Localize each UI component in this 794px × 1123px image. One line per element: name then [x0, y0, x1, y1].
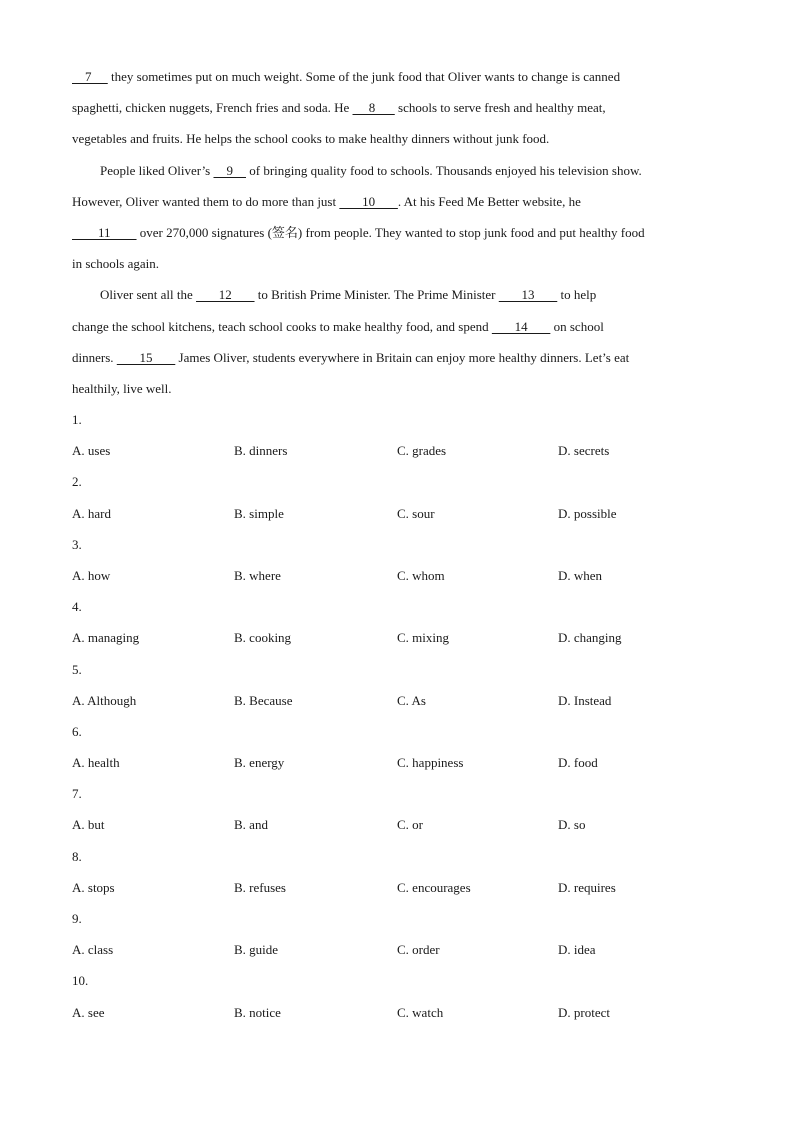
option-d: D. requires — [558, 879, 616, 895]
option-d: D. changing — [558, 630, 622, 646]
option-a: A. class — [72, 942, 114, 958]
option-c: C. As — [397, 692, 426, 708]
option-d: D. idea — [558, 942, 596, 958]
passage-line — [72, 186, 722, 217]
option-a: A. but — [72, 817, 105, 833]
option-row — [72, 560, 722, 591]
passage-text: Oliver sent all the — [100, 287, 197, 303]
option-d: D. secrets — [558, 443, 610, 459]
option-row — [72, 809, 722, 840]
option-c: C. encourages — [397, 879, 471, 895]
option-d: D. Instead — [558, 692, 612, 708]
answer-blank: 7 — [72, 69, 108, 84]
answer-blank: 9 — [213, 162, 246, 178]
passage-text: they sometimes put on much weight. Some of the junk food that Oliver wants to change is canned — [107, 69, 621, 84]
option-row — [72, 872, 722, 903]
option-row — [72, 747, 722, 778]
passage-text: change the school kitchens, teach school cooks to make healthy food, and spend — [72, 318, 492, 334]
option-row — [72, 498, 722, 529]
option-b: B. simple — [234, 505, 284, 521]
option-b: B. Because — [234, 692, 293, 708]
option-row — [72, 622, 722, 653]
passage-text: to British Prime Minister. The Prime Minister — [254, 287, 499, 303]
answer-blank: 11 — [72, 224, 137, 240]
passage-text: spaghetti, chicken nuggets, French fries and soda. He — [72, 100, 353, 116]
option-a: A. stops — [72, 879, 115, 895]
option-a: A. see — [72, 1004, 105, 1020]
option-a: A. hard — [72, 505, 111, 521]
passage-text: of bringing quality food to schools. Thousands enjoyed his television show. — [246, 162, 642, 178]
passage-line — [72, 123, 722, 154]
answer-blank: 8 — [352, 100, 395, 116]
question-number: 8. — [72, 848, 82, 864]
option-a: A. how — [72, 567, 111, 583]
question-number: 9. — [72, 911, 82, 926]
passage-text: healthily, live well. — [72, 380, 172, 396]
option-b: B. energy — [234, 755, 285, 771]
answer-blank: 12 — [196, 287, 255, 303]
passage-text: People liked Oliver’s — [100, 162, 214, 178]
option-a: A. managing — [72, 630, 140, 646]
passage-text: However, Oliver wanted them to do more than just — [72, 193, 340, 209]
passage-text: to help — [557, 287, 597, 303]
option-d: D. so — [558, 817, 586, 833]
question-number: 7. — [72, 786, 82, 802]
option-b: B. where — [234, 567, 281, 583]
passage-line — [72, 373, 722, 404]
passage-line — [72, 92, 722, 123]
option-c: C. order — [397, 942, 440, 958]
question-number: 5. — [72, 661, 82, 677]
option-c: C. watch — [397, 1004, 444, 1020]
passage-text: vegetables and fruits. He helps the school cooks to make healthy dinners without junk food. — [72, 131, 550, 147]
option-row — [72, 435, 722, 466]
question-number: 10. — [72, 973, 89, 989]
option-c: C. mixing — [397, 630, 450, 646]
answer-blank: 13 — [498, 287, 558, 303]
answer-blank: 15 — [116, 349, 176, 365]
question-number: 2. — [72, 474, 82, 490]
question-list — [72, 404, 722, 1028]
option-a: A. uses — [72, 443, 111, 459]
option-a: A. health — [72, 755, 120, 771]
option-c: C. happiness — [397, 755, 464, 771]
passage-text: on school — [550, 318, 604, 334]
option-c: C. or — [397, 817, 423, 833]
passage-text: James Oliver, students everywhere in Britain can enjoy more healthy dinners. Let’s eat — [175, 349, 630, 365]
option-row — [72, 997, 722, 1028]
passage-text: over 270,000 signatures (签名) from people. They wanted to stop junk food and put healthy food — [136, 224, 645, 240]
passage-line — [72, 217, 722, 248]
passage-line — [72, 279, 722, 310]
passage-text: schools to serve fresh and healthy meat, — [394, 100, 606, 116]
option-b: B. refuses — [234, 879, 286, 895]
passage-line — [72, 155, 722, 186]
answer-blank: 14 — [491, 318, 551, 334]
question-number: 3. — [72, 536, 82, 552]
passage-text: in schools again. — [72, 256, 160, 272]
option-b: B. guide — [234, 942, 279, 958]
passage-text: dinners. — [72, 349, 117, 365]
option-c: C. grades — [397, 443, 447, 459]
option-b: B. dinners — [234, 443, 288, 459]
option-b: B. notice — [234, 1004, 281, 1020]
passage-line — [72, 311, 722, 342]
option-a: A. Although — [72, 692, 137, 708]
passage-text: . At his Feed Me Better website, he — [397, 193, 581, 209]
option-c: C. sour — [397, 505, 435, 521]
answer-blank: 10 — [339, 193, 398, 209]
passage-line — [72, 342, 722, 373]
option-d: D. possible — [558, 505, 617, 521]
option-b: B. cooking — [234, 630, 292, 646]
option-b: B. and — [234, 817, 268, 833]
passage-line — [72, 61, 722, 92]
question-number: 4. — [72, 599, 82, 615]
question-number: 1. — [72, 412, 82, 427]
option-d: D. food — [558, 755, 598, 771]
question-number: 6. — [72, 723, 82, 739]
option-d: D. protect — [558, 1004, 610, 1020]
option-c: C. whom — [397, 567, 445, 583]
passage-line — [72, 248, 722, 279]
option-row — [72, 685, 722, 716]
option-d: D. when — [558, 567, 603, 583]
cloze-passage — [72, 61, 722, 404]
option-row — [72, 934, 722, 965]
